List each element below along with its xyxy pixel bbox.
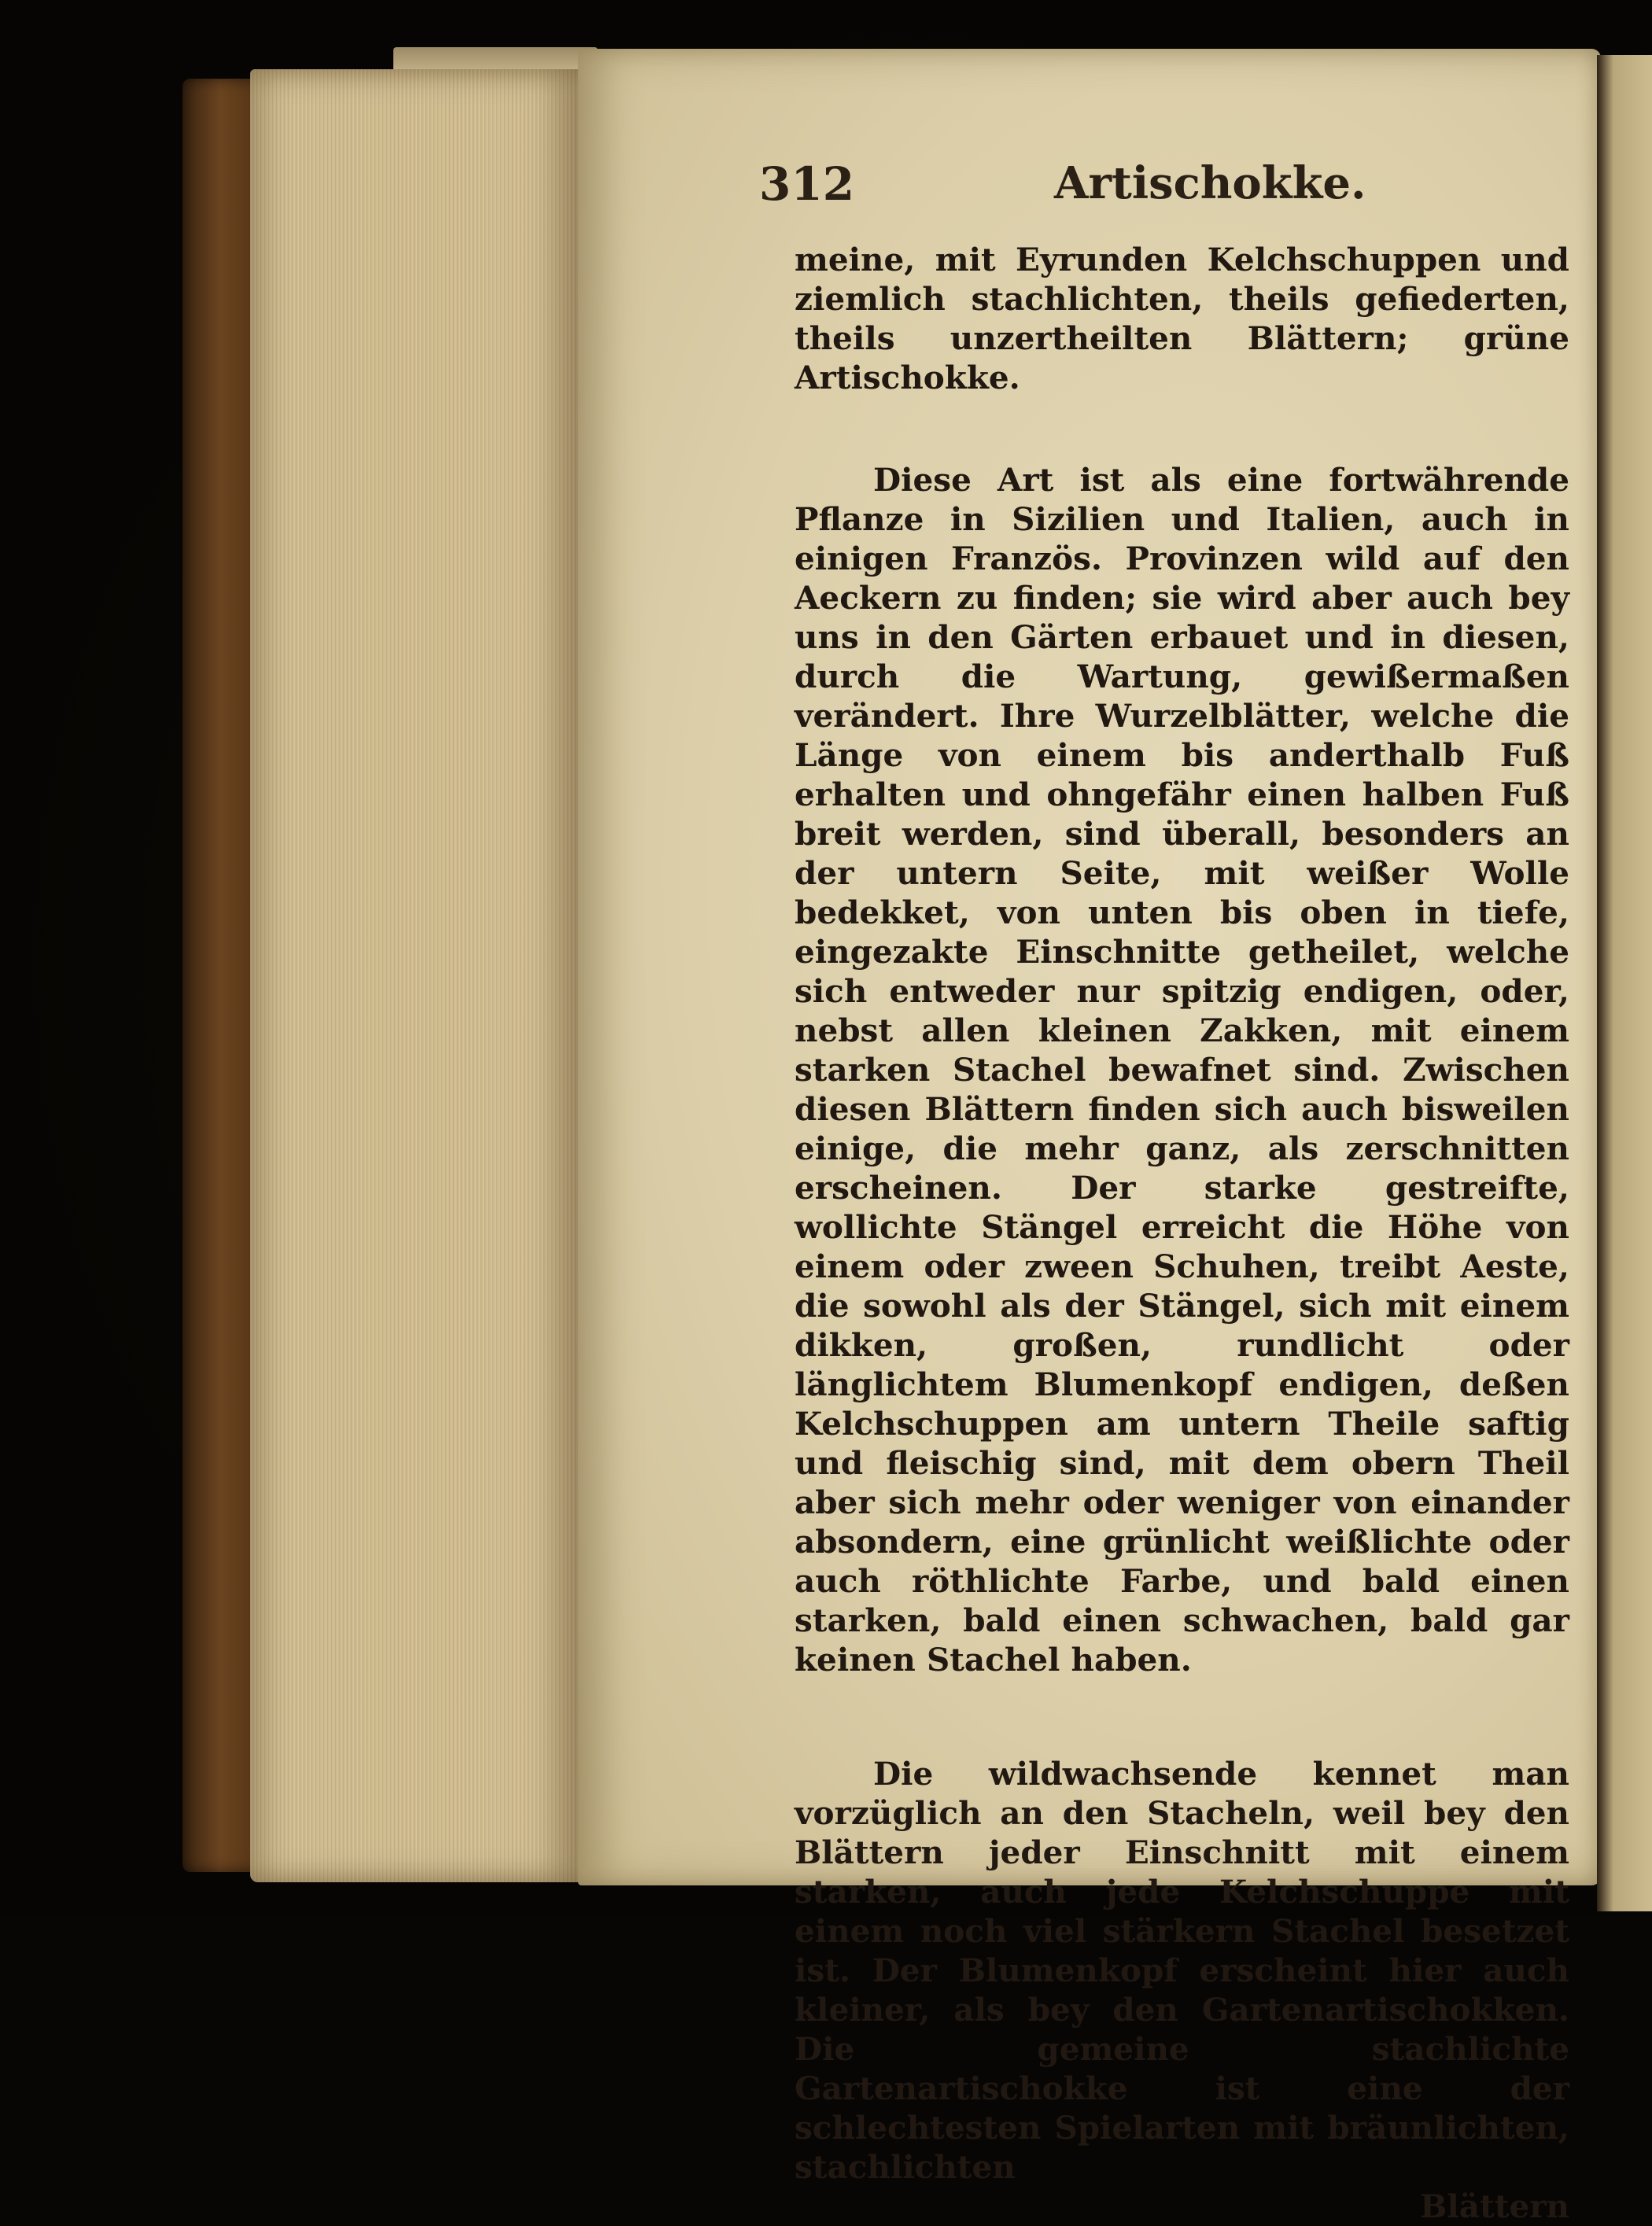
paragraph-wild-variety: Die wildwachsende kennet man vorzüglich an den Stacheln, weil bey den Blättern jeder Einschnitt mit einem starken, auch jede Kelchschuppe mit einem noch viel stärkern Stachel besetzet ist. Der Blumenkopf erscheint hier auch kleiner, als bey den Gartenartischokken. Die gemeine stachlichte Gartenartischokke ist eine der schlechtesten Spielarten mit bräunlichten, stachlichten [795,1755,1569,2186]
running-head [759,157,1546,220]
paragraph-continuation: meine, mit Eyrunden Kelchschuppen und ziemlich stachlichten, theils gefiederten, theils unzertheilten Blättern; grüne Artischokke. [795,241,1569,396]
paragraph-description: Diese Art ist als eine fortwährende Pflanze in Sizilien und Italien, auch in einigen Französ. Provinzen wild auf den Aeckern zu finden; sie wird aber auch bey uns in den Gärten erbauet und in diesen, durch die Wartung, gewißermaßen verändert. Ihre Wurzelblätter, welche die Länge von einem bis anderthalb Fuß erhalten und ohngefähr einen halben Fuß breit werden, sind überall, besonders an der untern Seite, mit weißer Wolle bedekket, von unten bis oben in tiefe, eingezakte Einschnitte getheilet, welche sich entweder nur spitzig endigen, oder, nebst allen kleinen Zakken, mit einem starken Stachel bewafnet sind. Zwischen diesen Blättern finden sich auch bisweilen einige, die mehr ganz, als zerschnitten erscheinen. Der starke gestreifte, wollichte Stängel erreicht die Höhe von einem oder zween Schuhen, treibt Aeste, die sowohl als der Stängel, sich mit einem dikken, großen, rundlicht oder länglichtem Blumenkopf endigen, deßen Kelchschuppen am untern Theile saftig und fleischig sind, mit dem obern Theil aber sich mehr oder weniger von einander absondern, eine grünlicht weißlichte oder auch röthlichte Farbe, und bald einen starken, bald einen schwachen, bald gar keinen Stachel haben. [795,461,1569,1679]
page-edges [250,69,581,1882]
facing-page-edge [1597,55,1652,1911]
page-body [795,240,1569,2226]
running-head-title: Artischokke. [1054,157,1366,209]
catchword: Blättern [1420,2187,1569,2225]
page-number: 312 [759,157,855,211]
